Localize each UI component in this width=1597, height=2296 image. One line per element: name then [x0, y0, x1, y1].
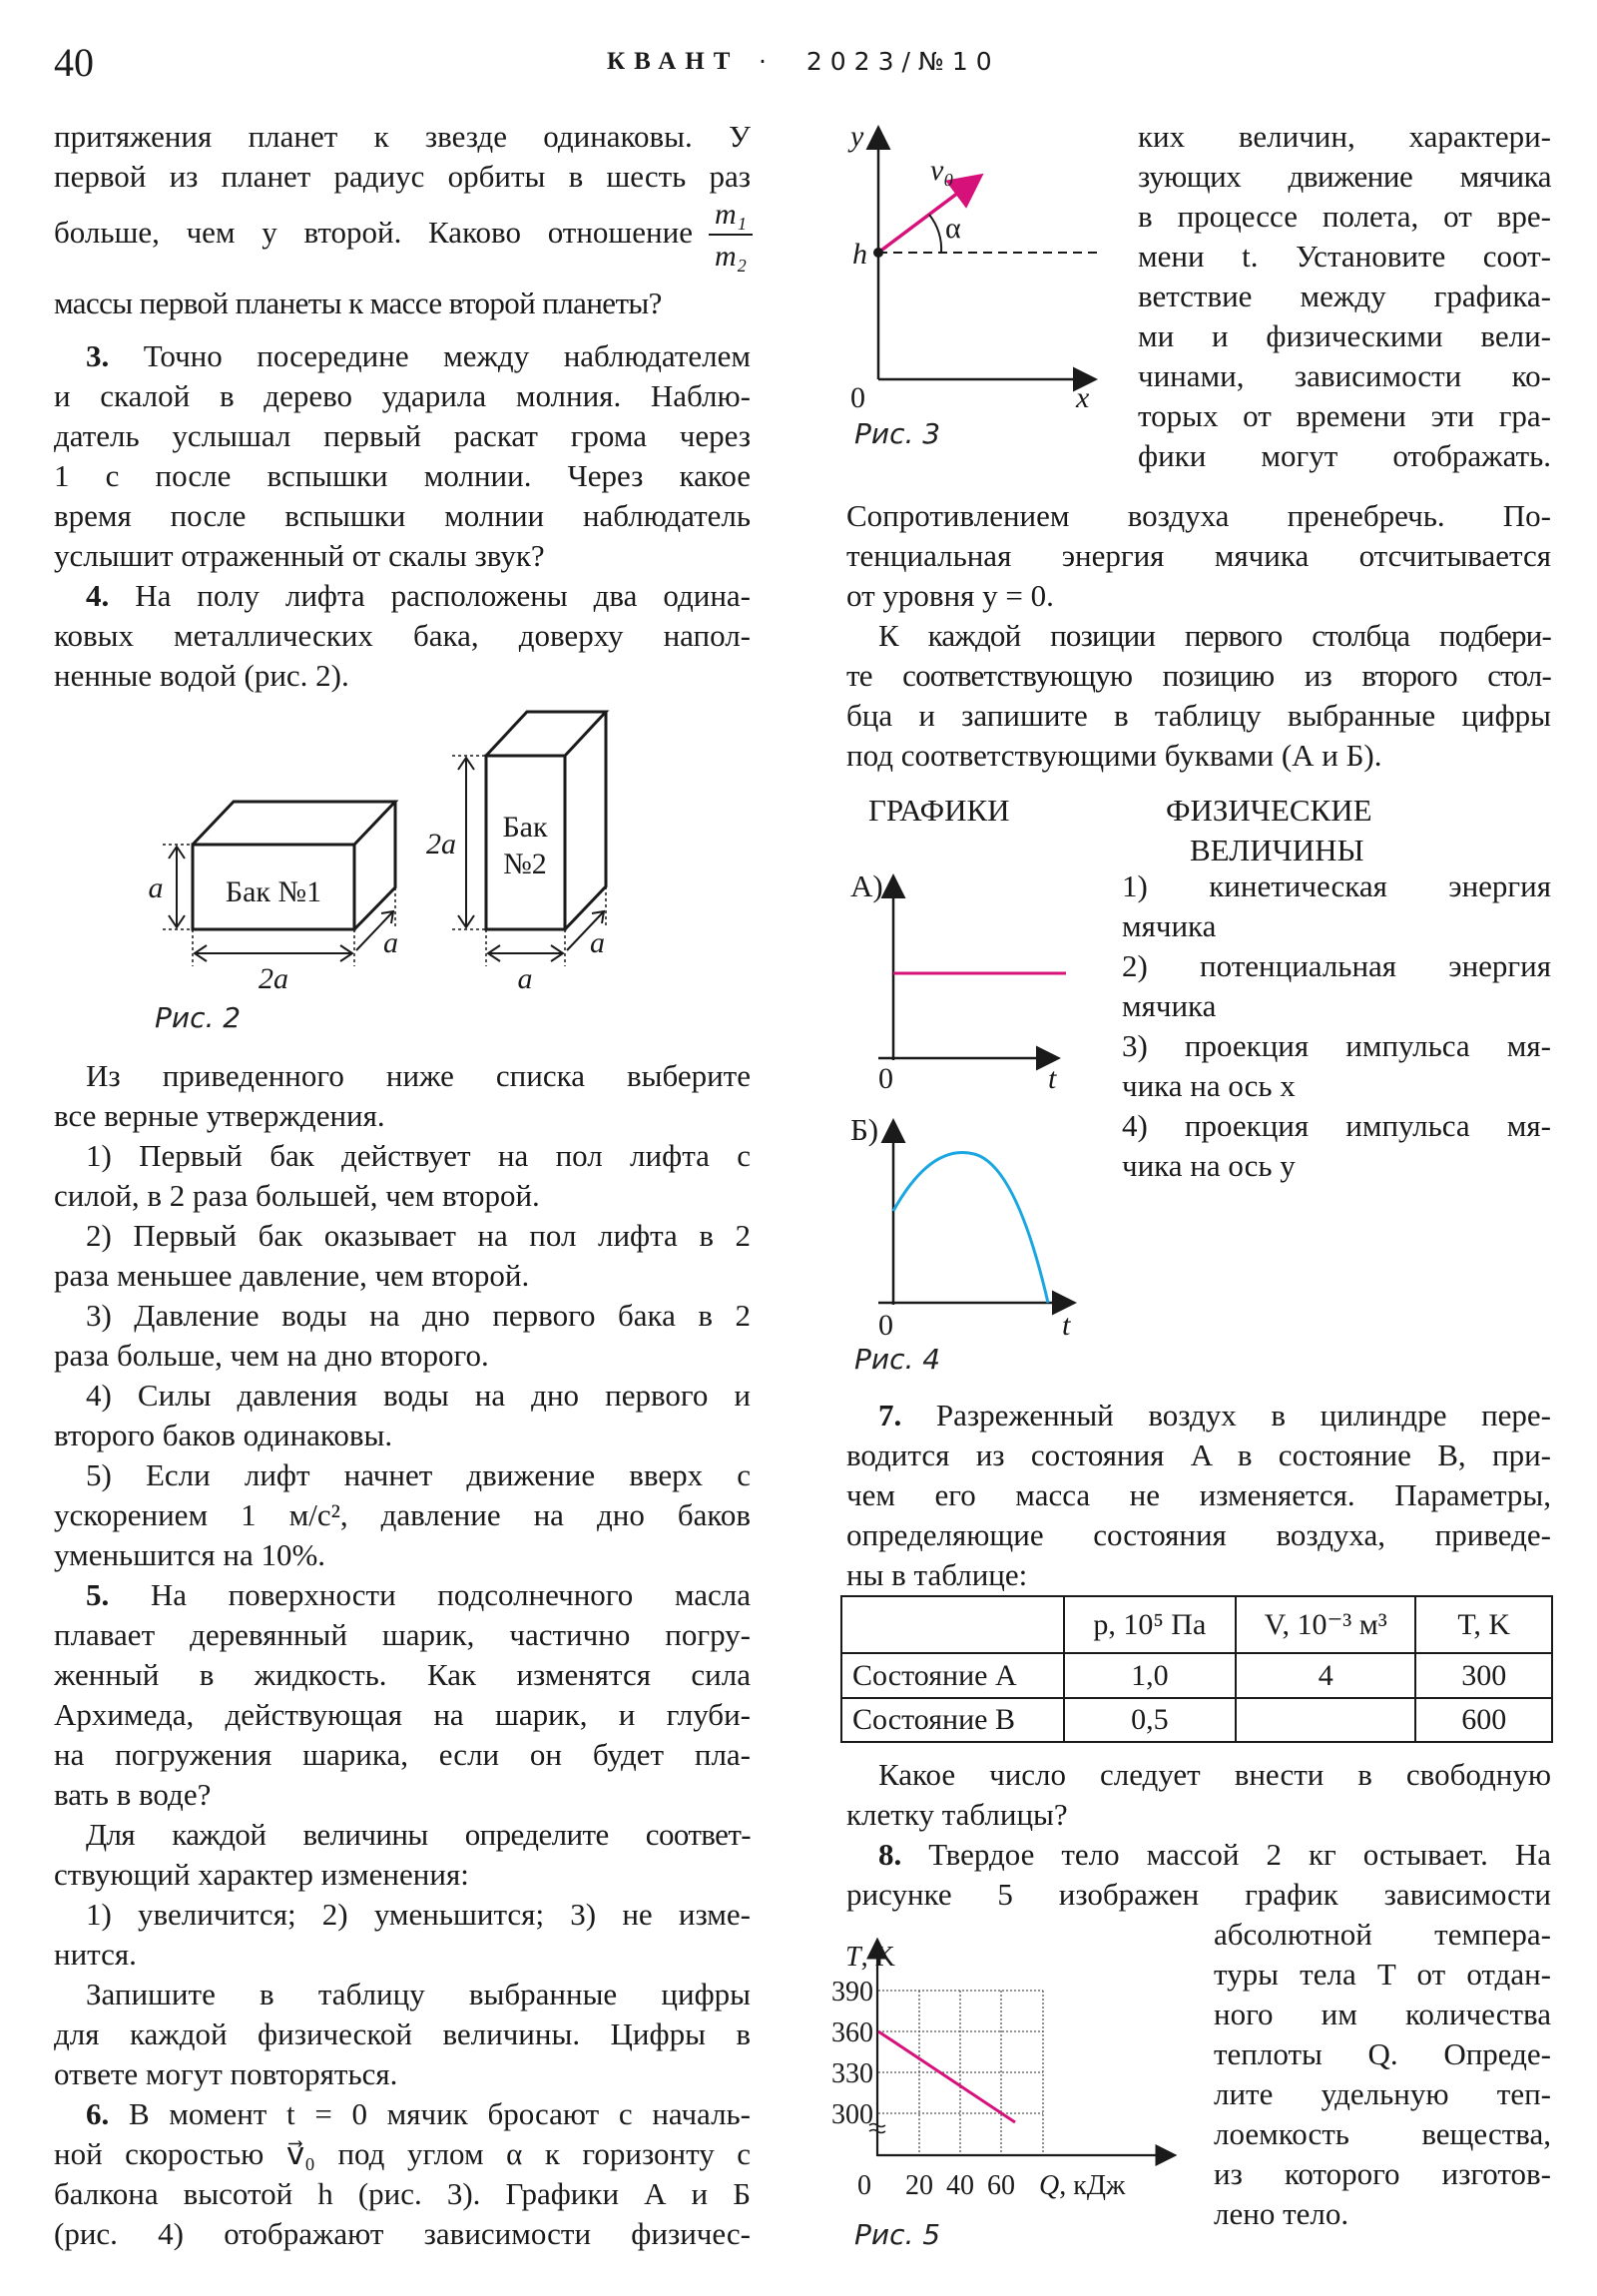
question-3-line	[86, 336, 751, 376]
quantity-4-cont: чика на ось y	[1122, 1148, 1296, 1183]
text-line: туры тела T от отдан-	[1214, 1957, 1551, 1992]
x-axis-label: x	[1076, 381, 1090, 414]
text: Точно посередине между наблюдателем	[143, 338, 751, 373]
question-4-line	[86, 576, 751, 616]
text-line: больше, чем у второй. Каково отношение	[54, 215, 693, 250]
y-axis-label: T, K	[845, 1942, 895, 1973]
text: На поверхности подсолнечного масла	[150, 1577, 752, 1612]
figure-2-tanks	[120, 699, 679, 1028]
y-axis-label: y	[850, 120, 864, 153]
quantity-1-cont: мячика	[1122, 908, 1217, 943]
x-tick-40: 40	[946, 2170, 974, 2201]
text-line: чем его масса не изменяется. Параметры,	[846, 1477, 1551, 1512]
text-line: ми и физическими вели-	[1138, 318, 1551, 353]
table-row	[841, 1698, 1552, 1742]
text: В момент t = 0 мячик бросают с началь-	[128, 2096, 752, 2131]
text-line: Запишите в таблицу выбранные цифры	[86, 1977, 751, 2011]
text-line: женный в жидкость. Как изменятся сила	[54, 1657, 751, 1692]
text-line: плавает деревянный шарик, частично погру-	[54, 1617, 751, 1652]
separator: ·	[759, 47, 775, 76]
text-line: зующих движение мячика	[1138, 159, 1551, 194]
text-line: первой из планет радиус орбиты в шесть раз	[54, 159, 751, 194]
mass-ratio-fraction	[709, 196, 753, 278]
graph-b	[876, 1113, 1116, 1343]
text-line: в процессе полета, от вре-	[1138, 199, 1551, 234]
text-line: те соответствующую позицию из второго стол-	[846, 658, 1551, 693]
table-cell: 4	[1236, 1653, 1415, 1698]
statement-2: 2) Первый бак оказывает на пол лифта в 2	[86, 1218, 751, 1253]
text-line: и скалой в дерево ударила молния. Наблю-	[54, 378, 751, 413]
issue-label	[759, 42, 1000, 82]
question-number: 3.	[86, 338, 110, 373]
statement-2-cont: раза меньшее давление, чем второй.	[54, 1258, 530, 1293]
t-axis-label: t	[1048, 1062, 1057, 1095]
text-line: Сопротивлением воздуха пренебречь. По-	[846, 498, 1551, 533]
x-axis-label: Q, кДж	[1039, 2170, 1126, 2201]
x-tick-20: 20	[905, 2170, 933, 2201]
text-line: определяющие состояния воздуха, приведе-	[846, 1517, 1551, 1552]
table-cell: 1,0	[1064, 1653, 1236, 1698]
text-line: ветствие между графика-	[1138, 279, 1551, 313]
tank-2-label-line1: Бак	[502, 811, 548, 844]
statement-5-cont: уменьшится на 10%.	[54, 1537, 326, 1572]
text-line: на погружения шарика, если он будет пла-	[54, 1737, 751, 1772]
height-label: h	[852, 238, 867, 271]
fraction-numerator: m₁	[709, 196, 753, 236]
question-7-line	[878, 1396, 1551, 1435]
text-line: фики могут отображать.	[1138, 438, 1551, 473]
origin-label: 0	[878, 1062, 893, 1095]
figure-5-caption: Рис. 5	[854, 2218, 941, 2251]
text-line: ответе могут повторяться.	[54, 2056, 398, 2091]
figure-2-caption: Рис. 2	[155, 1001, 242, 1034]
tank-1-depth: a	[383, 926, 398, 959]
statement-5: 5) Если лифт начнет движение вверх с	[86, 1457, 751, 1492]
table-cell: 600	[1415, 1698, 1552, 1742]
text-line: водится из состояния A в состояние B, при-	[846, 1437, 1551, 1472]
text-line: притяжения планет к звезде одинаковы. У	[54, 119, 751, 154]
text-line: Для каждой величины определите соответ-	[86, 1817, 751, 1852]
text-line: ной скоростью v⃗₀ под углом α к горизонту с	[54, 2136, 751, 2171]
x-tick-0: 0	[857, 2170, 871, 2201]
text-line: услышит отраженный от скалы звук?	[54, 538, 545, 573]
y-tick-330: 330	[831, 2058, 873, 2089]
question-number: 5.	[86, 1577, 110, 1612]
change-options: 1) увеличится; 2) уменьшится; 3) не изме-	[86, 1897, 751, 1932]
text-line: К каждой позиции первого столбца подбери-	[878, 618, 1551, 653]
table-header-cell: T, K	[1415, 1596, 1552, 1653]
graphs-column-header: ГРАФИКИ	[868, 793, 1010, 828]
fraction-denominator: m₂	[714, 240, 748, 273]
tank-1-height: a	[148, 871, 164, 904]
statement-3: 3) Давление воды на дно первого бака в 2	[86, 1298, 751, 1333]
text-line: тенциальная энергия мячика отсчитывается	[846, 538, 1551, 573]
quantity-2-cont: мячика	[1122, 988, 1217, 1023]
text-line: 1 с после вспышки молнии. Через какое	[54, 458, 751, 493]
text-line: массы первой планеты к массе второй планеты?	[54, 286, 662, 320]
text: Твердое тело массой 2 кг остывает. На	[928, 1837, 1552, 1872]
quantity-3: 3) проекция импульса мя-	[1122, 1028, 1551, 1063]
origin-label: 0	[878, 1309, 893, 1342]
question-5-line	[86, 1575, 751, 1615]
angle-label: α	[945, 212, 961, 245]
text: Разреженный воздух в цилиндре пере-	[935, 1398, 1552, 1433]
text-line: от уровня y = 0.	[846, 578, 1054, 613]
text-line: чинами, зависимости ко-	[1138, 358, 1551, 393]
gas-states-table	[840, 1595, 1553, 1743]
text-line: абсолютной темпера-	[1214, 1917, 1551, 1952]
page-number: 40	[54, 40, 94, 85]
text-line: (рис. 4) отображают зависимости физичес-	[54, 2216, 751, 2251]
text-line: ненные водой (рис. 2).	[54, 658, 349, 693]
quantity-3-cont: чика на ось x	[1122, 1068, 1296, 1103]
issue-number: 2023/№10	[805, 47, 1000, 76]
text-line: ковых металлических бака, доверху напол-	[54, 618, 751, 653]
text: На полу лифта расположены два одина-	[135, 578, 751, 613]
tank-2-label-line2: №2	[503, 848, 547, 880]
text-line: ны в таблице:	[846, 1557, 1028, 1592]
text-line: клетку таблицы?	[846, 1797, 1068, 1832]
text-line: лоемкость вещества,	[1214, 2116, 1551, 2151]
statement-1-cont: силой, в 2 раза большей, чем второй.	[54, 1178, 540, 1213]
tank-2-height: 2a	[426, 828, 456, 861]
table-row	[841, 1653, 1552, 1698]
question-number: 7.	[878, 1398, 902, 1433]
journal-title: КВАНТ	[607, 48, 740, 75]
table-cell: Состояние B	[841, 1698, 1064, 1742]
question-number: 6.	[86, 2096, 110, 2131]
quantities-column-header: ФИЗИЧЕСКИЕ	[1166, 793, 1372, 828]
text-line: Из приведенного ниже списка выберите	[86, 1058, 751, 1093]
table-cell: Состояние A	[841, 1653, 1064, 1698]
tank-2-depth: a	[590, 926, 605, 959]
x-tick-60: 60	[987, 2170, 1015, 2201]
table-header-cell	[841, 1596, 1064, 1653]
t-axis-label: t	[1062, 1309, 1071, 1342]
table-header-cell: p, 10⁵ Па	[1064, 1596, 1236, 1653]
quantities-column-header-cont: ВЕЛИЧИНЫ	[1190, 833, 1364, 867]
text-line: Архимеда, действующая на шарик, и глуби-	[54, 1697, 751, 1732]
text-line: Какое число следует внести в свободную	[878, 1757, 1551, 1792]
text-line: для каждой физической величины. Цифры в	[54, 2016, 751, 2051]
statement-3-cont: раза больше, чем на дно второго.	[54, 1338, 489, 1373]
statement-4: 4) Силы давления воды на дно первого и	[86, 1378, 751, 1413]
figure-5-temperature-chart	[831, 1932, 1203, 2201]
text-line: балкона высотой h (рис. 3). Графики А и Б	[54, 2176, 751, 2211]
statement-4-cont: второго баков одинаковы.	[54, 1418, 393, 1452]
question-8-line	[878, 1835, 1551, 1875]
origin-label: 0	[850, 381, 865, 414]
change-options-cont: нится.	[54, 1937, 137, 1972]
text-line: вать в воде?	[54, 1777, 212, 1812]
text-line: под соответствующими буквами (А и Б).	[846, 738, 1382, 773]
graph-b-label: Б)	[850, 1112, 879, 1147]
text-line: из которого изготов-	[1214, 2156, 1551, 2191]
question-6-line	[86, 2094, 751, 2134]
y-tick-300: 300	[831, 2099, 873, 2130]
empty-table-cell	[1236, 1698, 1415, 1742]
text-line: лено тело.	[1214, 2196, 1349, 2231]
statement-1: 1) Первый бак действует на пол лифта с	[86, 1138, 751, 1173]
table-header-cell: V, 10⁻³ м³	[1236, 1596, 1415, 1653]
figure-4-caption: Рис. 4	[854, 1343, 941, 1376]
text-line: рисунке 5 изображен график зависимости	[846, 1877, 1551, 1912]
text-line: лите удельную теп-	[1214, 2076, 1551, 2111]
text-line: ствующий характер изменения:	[54, 1857, 469, 1892]
question-number: 4.	[86, 578, 110, 613]
tank-1-width: 2a	[259, 962, 288, 995]
table-cell: 0,5	[1064, 1698, 1236, 1742]
text-line: все верные утверждения.	[54, 1098, 385, 1133]
quantity-4: 4) проекция импульса мя-	[1122, 1108, 1551, 1143]
graph-a	[876, 868, 1116, 1098]
table-cell: 300	[1415, 1653, 1552, 1698]
text-line: бца и запишите в таблицу выбранные цифры	[846, 698, 1551, 733]
question-number: 8.	[878, 1837, 902, 1872]
velocity-label: v₀	[930, 154, 954, 187]
text-line: мени t. Установите соот-	[1138, 239, 1551, 274]
tank-1-label: Бак №1	[225, 875, 322, 908]
y-tick-360: 360	[831, 2017, 873, 2048]
text-line: датель услышал первый раскат грома через	[54, 418, 751, 453]
text-line: ких величин, характери-	[1138, 119, 1551, 154]
statement-5-cont: ускорением 1 м/с², давление на дно баков	[54, 1497, 751, 1532]
graph-a-label: А)	[850, 868, 883, 903]
tank-2-width: a	[517, 962, 533, 995]
quantity-1: 1) кинетическая энергия	[1122, 868, 1551, 903]
figure-3-throw-diagram	[848, 110, 1138, 429]
text-line: время после вспышки молнии наблюдатель	[54, 498, 751, 533]
figure-3-caption: Рис. 3	[854, 417, 941, 450]
y-tick-390: 390	[831, 1977, 873, 2008]
table-header-row	[841, 1596, 1552, 1653]
text-line: ного им количества	[1214, 1997, 1551, 2031]
text-line: торых от времени эти гра-	[1138, 398, 1551, 433]
quantity-2: 2) потенциальная энергия	[1122, 948, 1551, 983]
text-line: теплоты Q. Опреде-	[1214, 2036, 1551, 2071]
